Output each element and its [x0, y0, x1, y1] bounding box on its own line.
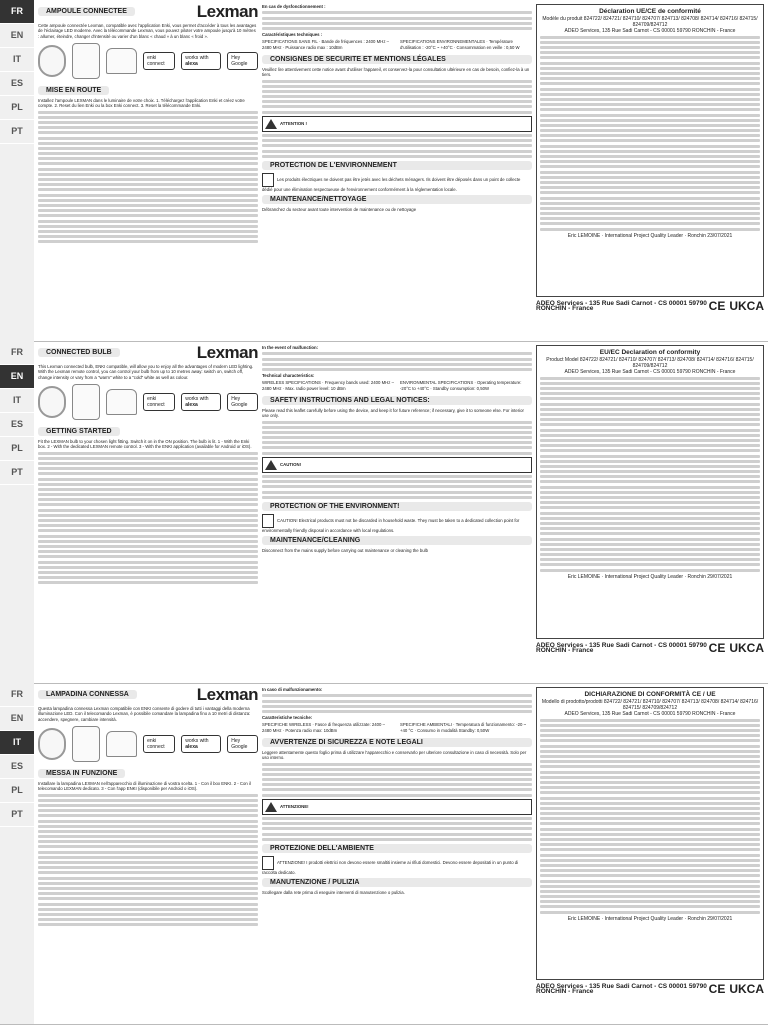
weee-bin-icon — [262, 856, 274, 870]
brand-logo: Lexman — [196, 345, 258, 362]
attention-box: CAUTION! — [262, 457, 532, 473]
column-intro — [38, 4, 258, 337]
weee-bin-icon — [262, 514, 274, 528]
product-title: LAMPADINA CONNESSA — [38, 690, 137, 699]
language-tab: FR — [0, 0, 34, 24]
tech-specs — [262, 380, 532, 392]
enki-badge: enki connect — [143, 735, 175, 753]
enki-badge: enki connect — [143, 52, 175, 70]
ukca-mark-icon: UKCA — [729, 981, 764, 996]
column-safety — [262, 345, 532, 679]
conformity-marks — [708, 640, 764, 655]
safety-title: SAFETY INSTRUCTIONS AND LEGAL NOTICES: — [262, 396, 532, 405]
maintenance-title: MAINTENANCE/CLEANING — [262, 536, 532, 545]
bulb-icon — [38, 45, 66, 77]
declaration-title: DICHIARAZIONE DI CONFORMITÀ CE / UE — [584, 691, 716, 698]
tech-wireless: WIRELESS SPECIFICATIONS · Frequency bands used: 2400 MHz – 2480 MHz · Max. radio power level: 10 dBm — [262, 380, 394, 391]
setup-text: Installez l'ampoule LEXMAN dans le luminaire de votre choix. 1. Téléchargez l'application Enki et créez votre compte. 2. Reset du lien Enki ou la box Enki connect. 3. Reset la télécommande Enki. — [38, 98, 245, 109]
text-lines — [38, 111, 258, 244]
environment-title: PROTEZIONE DELL'AMBIENTE — [262, 844, 532, 853]
language-tab: PT — [0, 803, 34, 827]
ce-mark-icon: CE — [708, 298, 726, 313]
footer — [536, 298, 764, 313]
tech-title: Technical characteristics: — [262, 373, 315, 379]
conformity-marks — [708, 298, 764, 313]
tech-title: Caratteristiche tecniche: — [262, 715, 313, 721]
setup-title: MESSA IN FUNZIONE — [38, 769, 125, 778]
declaration-signature: Eric LEMOINE · International Project Quality Leader · Ronchin 29/07/2021 — [567, 915, 733, 922]
ukca-mark-icon: UKCA — [729, 298, 764, 313]
declaration-table — [540, 719, 760, 914]
language-tab: IT — [0, 48, 34, 72]
google-badge: Hey Google — [227, 52, 258, 70]
safety-lines — [262, 421, 532, 455]
language-tab: FR — [0, 683, 34, 707]
safety-title: AVVERTENZE DI SICUREZZA E NOTE LEGALI — [262, 738, 532, 747]
declaration-title: EU/EC Declaration of conformity — [599, 349, 701, 356]
environment-title: PROTECTION DE L'ENVIRONNEMENT — [262, 161, 532, 170]
conformity-marks — [708, 981, 764, 996]
declaration-models: Modèle du produit 824722/ 824721/ 824710/ 824707/ 824713/ 824708/ 824714/ 824716/ 824715/ 824709/824712 — [542, 15, 758, 28]
safety-title: CONSIGNES DE SECURITE ET MENTIONS LÉGALES — [262, 55, 532, 64]
legal-lines — [262, 817, 532, 841]
environment-text: ATTENZIONE! I prodotti elettrici non devono essere smaltiti insieme ai rifiuti domestici. Devono essere depositati in un punto di raccolta dedicato. — [262, 856, 532, 875]
ukca-mark-icon: UKCA — [729, 640, 764, 655]
column-declaration — [536, 345, 764, 679]
company-address: ADEO Services - 135 Rue Sadi Carnot - CS 00001 59790 RONCHIN - France — [536, 983, 707, 996]
alexa-badge: works with alexa — [181, 393, 221, 411]
language-tab: EN — [0, 707, 34, 731]
brand-logo: Lexman — [196, 4, 258, 21]
language-tab: ES — [0, 72, 34, 96]
column-intro — [38, 687, 258, 1020]
language-tab: PL — [0, 437, 34, 461]
setup-text: Installare la lampadina LEXMAN nell'apparecchio di illuminazione di vostra scelta. 1 - Con il box ENKI. 2 - Con il telecomando LEXMAN dedicato. 3 - Con l'app ENKI (disponibile per Android o iOS). — [38, 781, 251, 792]
intro-text: This Lexman connected bulb, ENKI compatible, will allow you to enjoy all the advantages of modern LED lighting. With the Lexman remote control, you can control your bulb from up to 10 metres away: switch on, switch off, change intensity or vary from a "warm" white to a "cold" white as well as colour. — [38, 364, 254, 380]
enki-hub-icon — [106, 389, 137, 415]
company-address: ADEO Services - 135 Rue Sadi Carnot - CS 00001 59790 RONCHIN - France — [536, 642, 707, 655]
environment-text: CAUTION! Electrical products must not be discarded in household waste. They must be taken to a dedicated collection point for environmentally friendly disposal in accordance with local regulations. — [262, 514, 532, 533]
column-safety — [262, 4, 532, 337]
language-tab: IT — [0, 731, 34, 755]
manual-section-it — [0, 683, 768, 1025]
product-title: AMPOULE CONNECTEE — [38, 7, 135, 16]
setup-title: GETTING STARTED — [38, 427, 120, 436]
language-tab: EN — [0, 24, 34, 48]
maintenance-title: MANUTENZIONE / PULIZIA — [262, 878, 532, 887]
language-tab: ES — [0, 755, 34, 779]
tech-specs — [262, 39, 532, 51]
safety-text: Please read this leaflet carefully before using the device, and keep it for future reference; if necessary, give it to someone else. For interior use only. — [262, 407, 524, 419]
legal-lines — [262, 134, 532, 158]
declaration-table — [540, 36, 760, 231]
declaration-box — [536, 345, 764, 639]
intro-text: Cette ampoule connectée Lexman, compatible avec l'application Enki, vous permet d'accéder à tous les avantages de l'éclairage LED moderne. Avec la télécommande Lexman, vous pouvez piloter votre ampoule jusqu'à 10 mètres : allumer, éteindre, changer d'intensité ou varier d'un blanc « chaud » à un blanc « froid ». — [38, 23, 257, 39]
malfunction-lines — [262, 352, 532, 371]
bulb-icon — [38, 386, 66, 418]
declaration-models: Product Model 824722/ 824721/ 824710/ 824707/ 824713/ 824708/ 824714/ 824716/ 824715/ 824709/824712 — [546, 356, 754, 369]
product-images — [38, 384, 258, 420]
tech-environment: ENVIRONMENTAL SPECIFICATIONS · Operating temperature: -20°C to +40°C · Standby consumption: 0,50W — [400, 380, 522, 391]
text-lines — [38, 452, 258, 585]
environment-text: Les produits électriques ne doivent pas être jetés avec les déchets ménagers. Ils doivent être déposés dans un point de collecte dédié pour une élimination respectueuse de l'environnement conformément à la réglementation locale. — [262, 173, 532, 192]
safety-text: Veuillez lire attentivement cette notice avant d'utiliser l'appareil, et conservez-la pour consultation ultérieure en cas de besoin, confiez-la à un tiers. — [262, 66, 530, 78]
footer — [536, 981, 764, 996]
maintenance-text: Scollegare dalla rete prima di eseguire interventi di manutenzione o pulizia. — [262, 890, 405, 896]
language-tab: ES — [0, 413, 34, 437]
declaration-models: Modello di prodotto/prodotti 824722/ 824721/ 824710/ 824707/ 824713/ 824708/ 824714/ 824716/ 824715/ 824709/824712 — [541, 698, 759, 711]
manual-section-en — [0, 341, 768, 684]
language-tabs — [0, 341, 34, 683]
setup-title: MISE EN ROUTE — [38, 86, 109, 95]
malfunction-title: In the event of malfunction: — [262, 345, 319, 350]
malfunction-title: In caso di malfunzionamento: — [262, 687, 323, 692]
language-tab: PL — [0, 96, 34, 120]
manual-section-fr — [0, 0, 768, 342]
language-tabs — [0, 0, 34, 341]
declaration-company: ADEO Services, 135 Rue Sadi Carnot - CS 00001 59790 RONCHIN - France — [564, 27, 736, 34]
text-lines — [38, 794, 258, 927]
language-tab: PT — [0, 120, 34, 144]
enki-badge: enki connect — [143, 393, 175, 411]
language-tab: FR — [0, 341, 34, 365]
product-images — [38, 726, 258, 762]
tech-environment: SPECIFICHE AMBIENTALI · Temperatura di funzionamento: -20 ~ +40 °C · Consumo in modalità Standby: 0,50W — [400, 722, 527, 733]
remote-icon — [72, 726, 100, 762]
ce-mark-icon: CE — [708, 640, 726, 655]
product-title: CONNECTED BULB — [38, 348, 120, 357]
column-declaration — [536, 4, 764, 337]
attention-box: ATTENZIONE! — [262, 799, 532, 815]
malfunction-lines — [262, 694, 532, 713]
brand-logo: Lexman — [196, 687, 258, 704]
declaration-table — [540, 377, 760, 572]
column-intro — [38, 345, 258, 679]
enki-hub-icon — [106, 48, 137, 74]
tech-environment: SPECIFICATIONS ENVIRONNEMENTALES · Température d'utilisation : -20°C ~ +40°C · Consommation en veille : 0,50 W — [400, 39, 520, 50]
declaration-company: ADEO Services, 135 Rue Sadi Carnot - CS 00001 59790 RONCHIN - France — [564, 710, 736, 717]
environment-title: PROTECTION OF THE ENVIRONMENT! — [262, 502, 532, 511]
declaration-box — [536, 687, 764, 980]
maintenance-title: MAINTENANCE/NETTOYAGE — [262, 195, 532, 204]
enki-hub-icon — [106, 731, 137, 757]
safety-lines — [262, 80, 532, 114]
warning-icon — [265, 802, 277, 812]
language-tab: PL — [0, 779, 34, 803]
declaration-company: ADEO Services, 135 Rue Sadi Carnot - CS 00001 59790 RONCHIN - France — [564, 368, 736, 375]
column-safety — [262, 687, 532, 1020]
language-tab: PT — [0, 461, 34, 485]
language-tab: IT — [0, 389, 34, 413]
maintenance-text: Débranchez du secteur avant toute intervention de maintenance ou de nettoyage — [262, 207, 417, 213]
remote-icon — [72, 43, 100, 79]
warning-icon — [265, 119, 277, 129]
attention-box: ATTENTION ! — [262, 116, 532, 132]
safety-lines — [262, 763, 532, 797]
remote-icon — [72, 384, 100, 420]
column-declaration — [536, 687, 764, 1020]
tech-wireless: SPECIFICATIONS SANS FIL · Bande de fréquences : 2400 MHz – 2480 MHz · Puissance radio max : 10dBm — [262, 39, 390, 50]
alexa-badge: works with alexa — [181, 52, 221, 70]
declaration-box — [536, 4, 764, 297]
weee-bin-icon — [262, 173, 274, 187]
product-images — [38, 43, 258, 79]
company-address: ADEO Services - 135 Rue Sadi Carnot - CS 00001 59790 RONCHIN - France — [536, 300, 707, 313]
alexa-badge: works with alexa — [181, 735, 221, 753]
legal-lines — [262, 475, 532, 499]
google-badge: Hey Google — [227, 393, 258, 411]
warning-icon — [265, 460, 277, 470]
language-tabs — [0, 683, 34, 1024]
tech-specs — [262, 722, 532, 734]
declaration-signature: Eric LEMOINE · International Project Quality Leader · Ronchin 23/07/2021 — [567, 232, 733, 239]
setup-text: Fit the LEXMAN bulb to your chosen light fitting. Switch it on in the ON position. The bulb is lit. 1 - With the Enki box. 2 - With the dedicated LEXMAN remote control. 3 - With the ENKI application (available for Android or iOS). — [38, 439, 252, 450]
bulb-icon — [38, 728, 66, 760]
maintenance-text: Disconnect from the mains supply before carrying out maintenance or cleaning the bulb — [262, 548, 428, 554]
google-badge: Hey Google — [227, 735, 258, 753]
safety-text: Leggere attentamente questo foglio prima di utilizzare l'apparecchio e conservarlo per ulteriore consultazione in caso di necessità. Solo per uso interno. — [262, 749, 527, 761]
footer — [536, 640, 764, 655]
tech-wireless: SPECIFICHE WIRELESS · Fasce di frequenza utilizzate: 2400 – 2480 MHz · Potenza radio max: 10dBm — [262, 722, 385, 733]
declaration-title: Déclaration UE/CE de conformité — [599, 8, 701, 15]
tech-title: Caractéristiques techniques : — [262, 32, 323, 38]
intro-text: Questa lampadina connessa Lexman compatibile con ENKI consente di godere di tutti i vantaggi della moderna illuminazione LED. Con il telecomando Lexman, è possibile comandare la lampadina fino a 10 metri di distanza: accendere, spegnere, cambiare intensità. — [38, 706, 251, 722]
ce-mark-icon: CE — [708, 981, 726, 996]
malfunction-title: En cas de dysfonctionnement : — [262, 4, 326, 9]
language-tab: EN — [0, 365, 34, 389]
malfunction-lines — [262, 11, 532, 30]
declaration-signature: Eric LEMOINE · International Project Quality Leader · Ronchin 29/07/2021 — [567, 573, 733, 580]
